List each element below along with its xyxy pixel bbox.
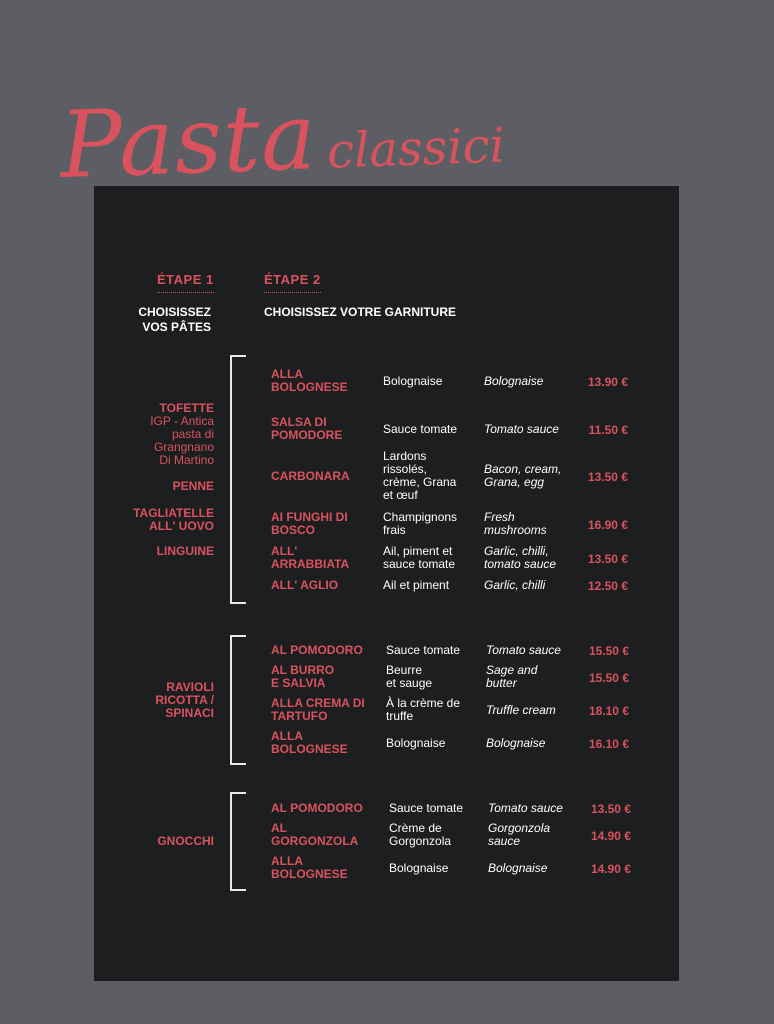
dish-description-fr bbox=[383, 511, 478, 537]
dish-name-line: SALSA DI bbox=[271, 415, 327, 429]
dish-description-en bbox=[488, 822, 583, 848]
dish-name-line: GORGONZOLA bbox=[271, 834, 359, 848]
dish-description-fr-line: rissolés, bbox=[383, 462, 428, 476]
dish-description-fr-line: crème, Grana bbox=[383, 475, 457, 489]
dish-description-fr-line: et œuf bbox=[383, 488, 418, 502]
dish-price bbox=[587, 862, 631, 876]
dish-description-en bbox=[484, 579, 579, 592]
menu-title bbox=[58, 77, 506, 199]
dish-description-en-line: Tomato sauce bbox=[488, 801, 563, 815]
dish-description-fr-line: Bolognaise bbox=[386, 736, 446, 750]
dish-name bbox=[271, 470, 376, 483]
dish-price-line: 13.50 € bbox=[590, 802, 631, 816]
dish-name bbox=[271, 697, 381, 723]
dish-price bbox=[585, 644, 629, 658]
dish-description-fr-line: Gorgonzola bbox=[389, 834, 452, 848]
dish-name-line: BOLOGNESE bbox=[271, 867, 348, 881]
dish-price bbox=[585, 671, 629, 685]
dish-name-line: CARBONARA bbox=[271, 469, 350, 483]
dish-name-line: ALLA bbox=[271, 367, 303, 381]
dish-price bbox=[585, 704, 629, 718]
dish-name-line: AL bbox=[271, 821, 287, 835]
dish-description-en bbox=[486, 664, 581, 690]
dish-name bbox=[271, 730, 381, 756]
pasta-tagliatelle-line2: ALL' UOVO bbox=[149, 519, 214, 533]
dish-price-line: 11.50 € bbox=[588, 423, 628, 437]
dish-description-fr bbox=[389, 822, 484, 848]
group-bracket-1 bbox=[230, 355, 246, 604]
dish-description-fr-line: Sauce tomate bbox=[383, 422, 458, 436]
dish-price-line: 13.50 € bbox=[587, 552, 628, 566]
dish-description-fr-line: Sauce tomate bbox=[386, 643, 461, 657]
title-word-classici: classici bbox=[326, 117, 506, 180]
dish-name bbox=[271, 822, 383, 848]
dish-description-fr-line: Crème de bbox=[389, 821, 442, 835]
dish-description-fr bbox=[383, 545, 478, 571]
dish-description-en-line: Sage and bbox=[486, 663, 538, 677]
dish-price-line: 18.10 € bbox=[588, 704, 629, 718]
pasta-tagliatelle-line1: TAGLIATELLE bbox=[133, 506, 214, 520]
dish-description-fr bbox=[386, 644, 481, 657]
dish-description-en-line: Gorgonzola bbox=[488, 821, 551, 835]
step2-label: ÉTAPE 2 bbox=[264, 272, 321, 293]
pasta-tofette-note-2: pasta di bbox=[171, 427, 214, 441]
dish-name bbox=[271, 579, 376, 592]
dish-description-en-line: Bacon, cream, bbox=[484, 462, 562, 476]
dish-description-en bbox=[488, 802, 583, 815]
dish-description-en bbox=[484, 375, 579, 388]
dish-name-line: ALL' AGLIO bbox=[271, 578, 339, 592]
dish-description-en-line: Garlic, chilli, bbox=[484, 544, 549, 558]
pasta-tofette-note-1: IGP - Antica bbox=[150, 414, 214, 428]
dish-name-line: AL BURRO bbox=[271, 663, 335, 677]
dish-description-en-line: Fresh bbox=[484, 510, 515, 524]
dish-name-line: TARTUFO bbox=[271, 709, 328, 723]
dish-name-line: ALLA bbox=[271, 854, 303, 868]
dish-name-line: ALLA bbox=[271, 729, 303, 743]
dish-description-en bbox=[484, 463, 579, 489]
dish-description-en bbox=[488, 862, 583, 875]
dish-description-fr-line: À la crème de bbox=[386, 696, 461, 710]
dish-description-en bbox=[486, 704, 581, 717]
dish-description-en bbox=[486, 737, 581, 750]
dish-price bbox=[587, 802, 631, 816]
dish-price-line: 16.10 € bbox=[588, 737, 629, 751]
dish-name-line: BOSCO bbox=[271, 523, 316, 537]
dish-description-en-line: Grana, egg bbox=[484, 475, 545, 489]
dish-description-fr bbox=[383, 450, 478, 502]
dish-description-fr-line: truffe bbox=[386, 709, 414, 723]
dish-description-fr bbox=[383, 423, 478, 436]
dish-name-line: ALL' bbox=[271, 544, 298, 558]
dish-price-line: 15.50 € bbox=[588, 671, 629, 685]
dish-description-en-line: butter bbox=[486, 676, 517, 690]
dish-name bbox=[271, 664, 381, 690]
dish-description-fr-line: Ail et piment bbox=[383, 578, 450, 592]
dish-price bbox=[584, 552, 628, 566]
dish-description-fr-line: et sauge bbox=[386, 676, 433, 690]
dish-description-fr bbox=[386, 737, 481, 750]
dish-name-line: AL POMODORO bbox=[271, 643, 363, 657]
dish-description-en bbox=[484, 511, 579, 537]
dish-name-line: AL POMODORO bbox=[271, 801, 363, 815]
step1-instruction bbox=[138, 305, 211, 335]
dish-name bbox=[271, 416, 376, 442]
dish-description-fr-line: Champignons bbox=[383, 510, 458, 524]
dish-description-en-line: Bolognaise bbox=[488, 861, 548, 875]
dish-name-line: ARRABBIATA bbox=[271, 557, 350, 571]
dish-description-en-line: tomato sauce bbox=[484, 557, 557, 571]
dish-price-line: 13.90 € bbox=[587, 375, 628, 389]
dish-description-fr bbox=[389, 802, 484, 815]
dish-price bbox=[584, 375, 628, 389]
dish-name-line: BOLOGNESE bbox=[271, 742, 348, 756]
dish-price bbox=[584, 423, 628, 437]
dish-description-fr-line: Ail, piment et bbox=[383, 544, 453, 558]
pasta-ravioli bbox=[94, 681, 214, 720]
group-bracket-3 bbox=[230, 792, 246, 891]
dish-price-line: 16.90 € bbox=[587, 518, 628, 532]
dish-price bbox=[584, 579, 628, 593]
dish-price bbox=[585, 737, 629, 751]
dish-name-line: POMODORE bbox=[271, 428, 343, 442]
dish-price-line: 15.50 € bbox=[588, 644, 629, 658]
dish-description-en bbox=[484, 423, 579, 436]
dish-description-fr bbox=[386, 664, 481, 690]
dish-name-line: E SALVIA bbox=[271, 676, 326, 690]
dish-name bbox=[271, 545, 376, 571]
dish-price-line: 14.90 € bbox=[590, 862, 631, 876]
dish-description-fr-line: sauce tomate bbox=[383, 557, 456, 571]
dish-name bbox=[271, 511, 376, 537]
step2-instruction: CHOISISSEZ VOTRE GARNITURE bbox=[264, 305, 457, 319]
dish-price bbox=[587, 829, 631, 843]
pasta-tofette-name: TOFETTE bbox=[159, 401, 214, 415]
dish-description-fr bbox=[389, 862, 484, 875]
dish-description-fr-line: Sauce tomate bbox=[389, 801, 464, 815]
dish-name bbox=[271, 368, 376, 394]
pasta-tagliatelle bbox=[94, 507, 214, 533]
pasta-ravioli-line2: RICOTTA / bbox=[155, 693, 214, 707]
dish-name-line: ALLA CREMA DI bbox=[271, 696, 365, 710]
dish-name bbox=[271, 802, 383, 815]
dish-description-en-line: Tomato sauce bbox=[486, 643, 561, 657]
dish-description-en-line: Tomato sauce bbox=[484, 422, 559, 436]
dish-description-en-line: Garlic, chilli bbox=[484, 578, 546, 592]
dish-price-line: 13.50 € bbox=[587, 470, 628, 484]
pasta-penne: PENNE bbox=[172, 479, 214, 493]
dish-price-line: 14.90 € bbox=[590, 829, 631, 843]
dish-price-line: 12.50 € bbox=[587, 579, 628, 593]
dish-description-fr-line: Bolognaise bbox=[389, 861, 449, 875]
dish-name bbox=[271, 855, 383, 881]
dish-description-fr-line: Lardons bbox=[383, 449, 427, 463]
dish-description-en bbox=[484, 545, 579, 571]
pasta-gnocchi: GNOCCHI bbox=[157, 834, 214, 848]
pasta-ravioli-line1: RAVIOLI bbox=[166, 680, 214, 694]
dish-description-fr bbox=[383, 579, 478, 592]
pasta-ravioli-line3: SPINACI bbox=[165, 706, 214, 720]
dish-price bbox=[584, 518, 628, 532]
dish-description-en-line: Bolognaise bbox=[486, 736, 546, 750]
dish-price bbox=[584, 470, 628, 484]
step1-label: ÉTAPE 1 bbox=[157, 272, 214, 293]
pasta-tofette bbox=[94, 402, 214, 467]
dish-description-en-line: Truffle cream bbox=[486, 703, 556, 717]
step1-instruction-line1: CHOISISSEZ bbox=[138, 305, 211, 319]
pasta-tofette-note-4: Di Martino bbox=[159, 453, 214, 467]
dish-description-fr-line: frais bbox=[383, 523, 406, 537]
dish-name-line: AI FUNGHI DI bbox=[271, 510, 348, 524]
title-word-pasta: Pasta bbox=[58, 83, 319, 199]
group-bracket-2 bbox=[230, 635, 246, 765]
dish-description-en-line: sauce bbox=[488, 834, 521, 848]
pasta-tofette-note-3: Grangnano bbox=[153, 440, 214, 454]
dish-name bbox=[271, 644, 381, 657]
dish-description-fr bbox=[383, 375, 478, 388]
dish-description-fr-line: Beurre bbox=[386, 663, 423, 677]
pasta-linguine: LINGUINE bbox=[156, 544, 214, 558]
dish-description-en bbox=[486, 644, 581, 657]
dish-description-fr-line: Bolognaise bbox=[383, 374, 443, 388]
dish-description-en-line: Bolognaise bbox=[484, 374, 544, 388]
dish-name-line: BOLOGNESE bbox=[271, 380, 348, 394]
dish-description-fr bbox=[386, 697, 481, 723]
dish-description-en-line: mushrooms bbox=[484, 523, 547, 537]
step1-instruction-line2: VOS PÂTES bbox=[142, 320, 211, 334]
